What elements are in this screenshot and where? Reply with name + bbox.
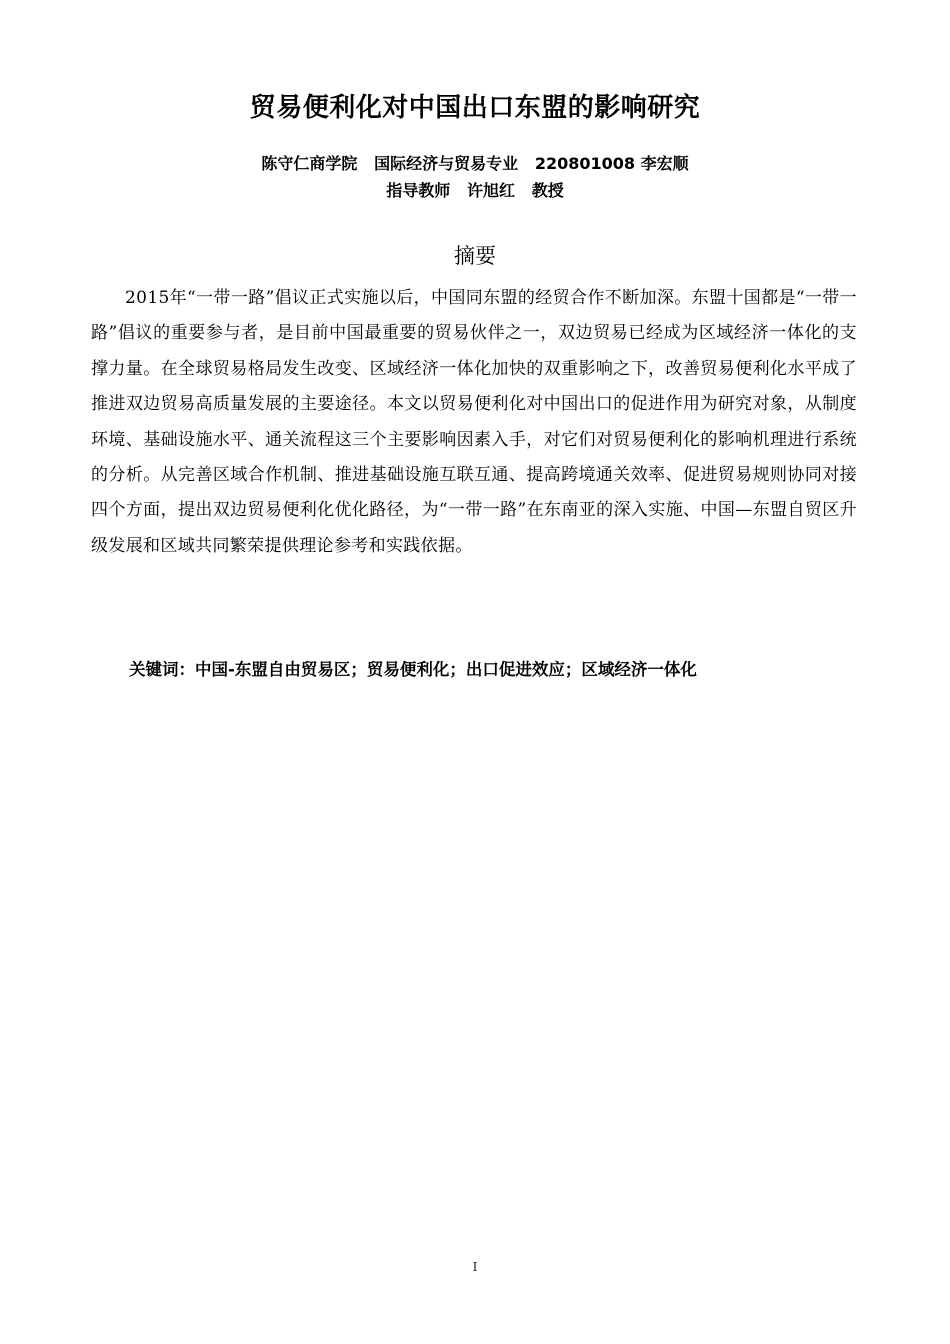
advisor-info-line: 指导教师 许旭红 教授 xyxy=(386,181,564,200)
abstract-heading: 摘要 xyxy=(454,244,496,268)
keywords-line: 关键词：中国-东盟自由贸易区；贸易便利化；出口促进效应；区域经济一体化 xyxy=(129,660,697,679)
paper-title: 贸易便利化对中国出口东盟的影响研究 xyxy=(249,93,701,123)
author-info-line: 陈守仁商学院 国际经济与贸易专业 220801008 李宏顺 xyxy=(261,154,689,173)
page-number: I xyxy=(472,1260,478,1274)
abstract-paragraph: 2015年“一带一路”倡议正式实施以后，中国同东盟的经贸合作不断加深。东盟十国都是“一带一路”倡议的重要参与者，是目前中国最重要的贸易伙伴之一，双边贸易已经成为区域经济一体化的支撑力量。在全球贸易格局发生改变、区域经济一体化加快的双重影响之下，改善贸易便利化水平成了推进双边贸易高质量发展的主要途径。本文以贸易便利化对中国出口的促进作用为研究对象，从制度环境、基础设施水平、通关流程这三个主要影响因素入手，对它们对贸易便利化的影响机理进行系统的分析。从完善区域合作机制、推进基础设施互联互通、提高跨境通关效率、促进贸易规则协同对接四个方面，提出双边贸易便利化优化路径，为“一带一路”在东南亚的深入实施、中国—东盟自贸区升级发展和区域共同繁荣提供理论参考和实践依据。 xyxy=(91,288,857,556)
